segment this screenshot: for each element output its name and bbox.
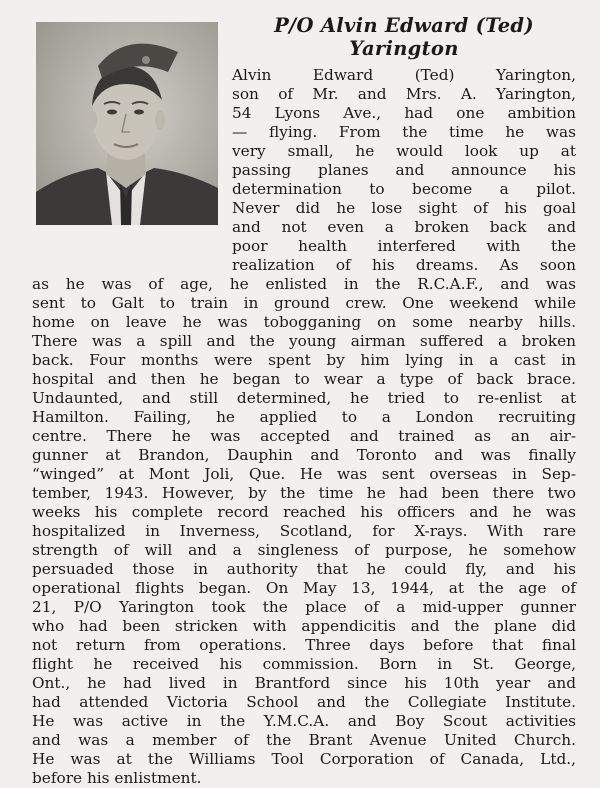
body-line: home on leave he was tobogganing on some nearby hills. [32, 313, 576, 331]
body-line: sent to Galt to train in ground crew. One weekend while [32, 294, 576, 312]
body-line: persuaded those in authority that he could fly, and his [32, 560, 576, 578]
body-line: He was at the Williams Tool Corporation of Canada, Ltd., [32, 750, 576, 768]
portrait-photo [36, 22, 218, 225]
body-line: not return from operations. Three days before that final [32, 636, 576, 654]
body-line: tember, 1943. However, by the time he had been there two [32, 484, 576, 502]
body-line: 54 Lyons Ave., had one ambition [232, 104, 576, 122]
body-line: before his enlistment. [32, 769, 202, 787]
body-line: as he was of age, he enlisted in the R.C.A.F., and was [32, 275, 576, 293]
body-line: Undaunted, and still determined, he tried to re-enlist at [32, 389, 576, 407]
body-line: son of Mr. and Mrs. A. Yarington, [232, 85, 576, 103]
body-line: who had been stricken with appendicitis and the plane did [32, 617, 576, 635]
body-line: determination to become a pilot. [232, 180, 576, 198]
article-title [232, 14, 576, 60]
body-line: strength of will and a singleness of purpose, he somehow [32, 541, 576, 559]
body-line: hospital and then he began to wear a type of back brace. [32, 370, 576, 388]
body-line: operational flights began. On May 13, 1944, at the age of [32, 579, 576, 597]
body-line: had attended Victoria School and the Collegiate Institute. [32, 693, 576, 711]
body-line: Ont., he had lived in Brantford since his 10th year and [32, 674, 576, 692]
body-line: Never did he lose sight of his goal [232, 199, 576, 217]
body-line: weeks his complete record reached his officers and he was [32, 503, 576, 521]
body-line: “winged” at Mont Joli, Que. He was sent overseas in Sep- [32, 465, 576, 483]
body-line: He was active in the Y.M.C.A. and Boy Scout activities [32, 712, 576, 730]
body-line: hospitalized in Inverness, Scotland, for X-rays. With rare [32, 522, 576, 540]
body-line: back. Four months were spent by him lying in a cast in [32, 351, 576, 369]
body-line: There was a spill and the young airman suffered a broken [32, 332, 576, 350]
body-line: poor health interfered with the [232, 237, 576, 255]
body-line: flight he received his commission. Born in St. George, [32, 655, 576, 673]
body-line: gunner at Brandon, Dauphin and Toronto and was finally [32, 446, 576, 464]
body-line: realization of his dreams. As soon [232, 256, 576, 274]
body-line: passing planes and announce his [232, 161, 576, 179]
body-line: and not even a broken back and [232, 218, 576, 236]
title-line-2: Yarington [349, 37, 459, 60]
body-line: Alvin Edward (Ted) Yarington, [232, 66, 576, 84]
title-line-1: P/O Alvin Edward (Ted) [274, 14, 534, 37]
body-line: centre. There he was accepted and trained as an air- [32, 427, 576, 445]
body-line: Hamilton. Failing, he applied to a London recruiting [32, 408, 576, 426]
body-line: 21, P/O Yarington took the place of a mid-upper gunner [32, 598, 576, 616]
body-line: and was a member of the Brant Avenue United Church. [32, 731, 576, 749]
body-line: very small, he would look up at [232, 142, 576, 160]
body-line: — flying. From the time he was [232, 123, 576, 141]
